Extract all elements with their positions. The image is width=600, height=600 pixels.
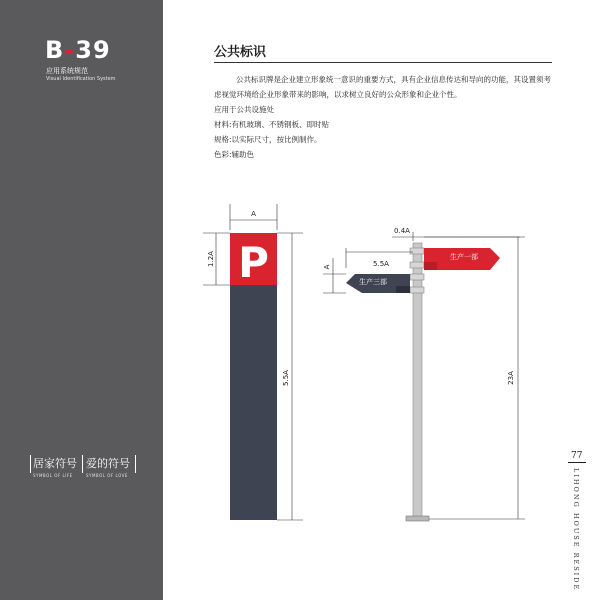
dim-label-arm-a: A xyxy=(323,264,331,270)
page-number-rule xyxy=(568,462,586,463)
motto-item-love xyxy=(86,455,130,478)
direction-sign-2-label: 生产三部 xyxy=(359,278,387,286)
clamp xyxy=(410,248,424,254)
title-rule xyxy=(214,62,552,63)
paragraph: 规格:以实际尺寸，按比例制作。 xyxy=(214,135,322,144)
sidebar xyxy=(0,0,163,600)
dim-label-a: A xyxy=(251,210,256,218)
direction-sign-2-accent xyxy=(396,286,410,293)
pole-base xyxy=(406,516,429,521)
parking-sign-body xyxy=(230,285,277,520)
clamp xyxy=(410,262,424,268)
motto-cn: 爱的符号 xyxy=(86,457,130,470)
description xyxy=(214,72,554,162)
paragraph: 材料:有机玻璃、不锈钢板、即时贴 xyxy=(214,120,330,129)
dim-label-04a: 0.4A xyxy=(394,227,410,235)
motto-item-life xyxy=(33,455,77,478)
page-number: 77 xyxy=(571,451,583,461)
code-number: 39 xyxy=(75,36,111,64)
motto-divider xyxy=(135,455,136,473)
section-code xyxy=(45,36,111,64)
vertical-brand-text: LIHONG HOUSE RESIDE xyxy=(572,468,580,592)
signage-drawing xyxy=(190,190,540,535)
dim-offset-04a xyxy=(392,232,520,241)
paragraph: 应用于公共设施处 xyxy=(214,105,274,114)
dim-label-12a: 1.2A xyxy=(207,251,215,267)
direction-sign-1-shadow xyxy=(424,262,437,270)
subtitle-cn: 应用系统规范 xyxy=(46,67,88,75)
dim-arm-a xyxy=(323,258,346,293)
dim-label-55a: 5.5A xyxy=(282,370,290,386)
dim-label-arm-55a: 5.5A xyxy=(373,260,389,268)
subtitle-en: Visual Identification System xyxy=(46,76,116,82)
direction-sign-1-label: 生产一部 xyxy=(450,253,478,261)
dim-label-23a: 23A xyxy=(507,371,515,385)
paragraph: 公共标识牌是企业建立形象统一意识的重要方式，具有企业信息传达和导向的功能，其设置须考虑视觉环境给企业形象带来的影响，以求树立良好的公众形象和企业个性。 xyxy=(214,75,551,99)
code-dash: - xyxy=(64,36,76,64)
clamp xyxy=(410,287,424,293)
pole xyxy=(413,243,422,518)
motto-divider xyxy=(82,455,83,473)
motto-cn: 居家符号 xyxy=(33,457,77,470)
paragraph: 色彩:辅助色 xyxy=(214,150,255,159)
motto-en: SYMBOL OF LIFE xyxy=(33,473,73,478)
motto-divider xyxy=(30,455,31,473)
parking-letter: P xyxy=(238,238,269,287)
motto-en: SYMBOL OF LOVE xyxy=(86,473,128,478)
page-title: 公共标识 xyxy=(214,45,267,60)
code-prefix: B xyxy=(45,36,65,64)
dim-height-55a xyxy=(277,233,303,520)
clamp xyxy=(410,274,424,280)
